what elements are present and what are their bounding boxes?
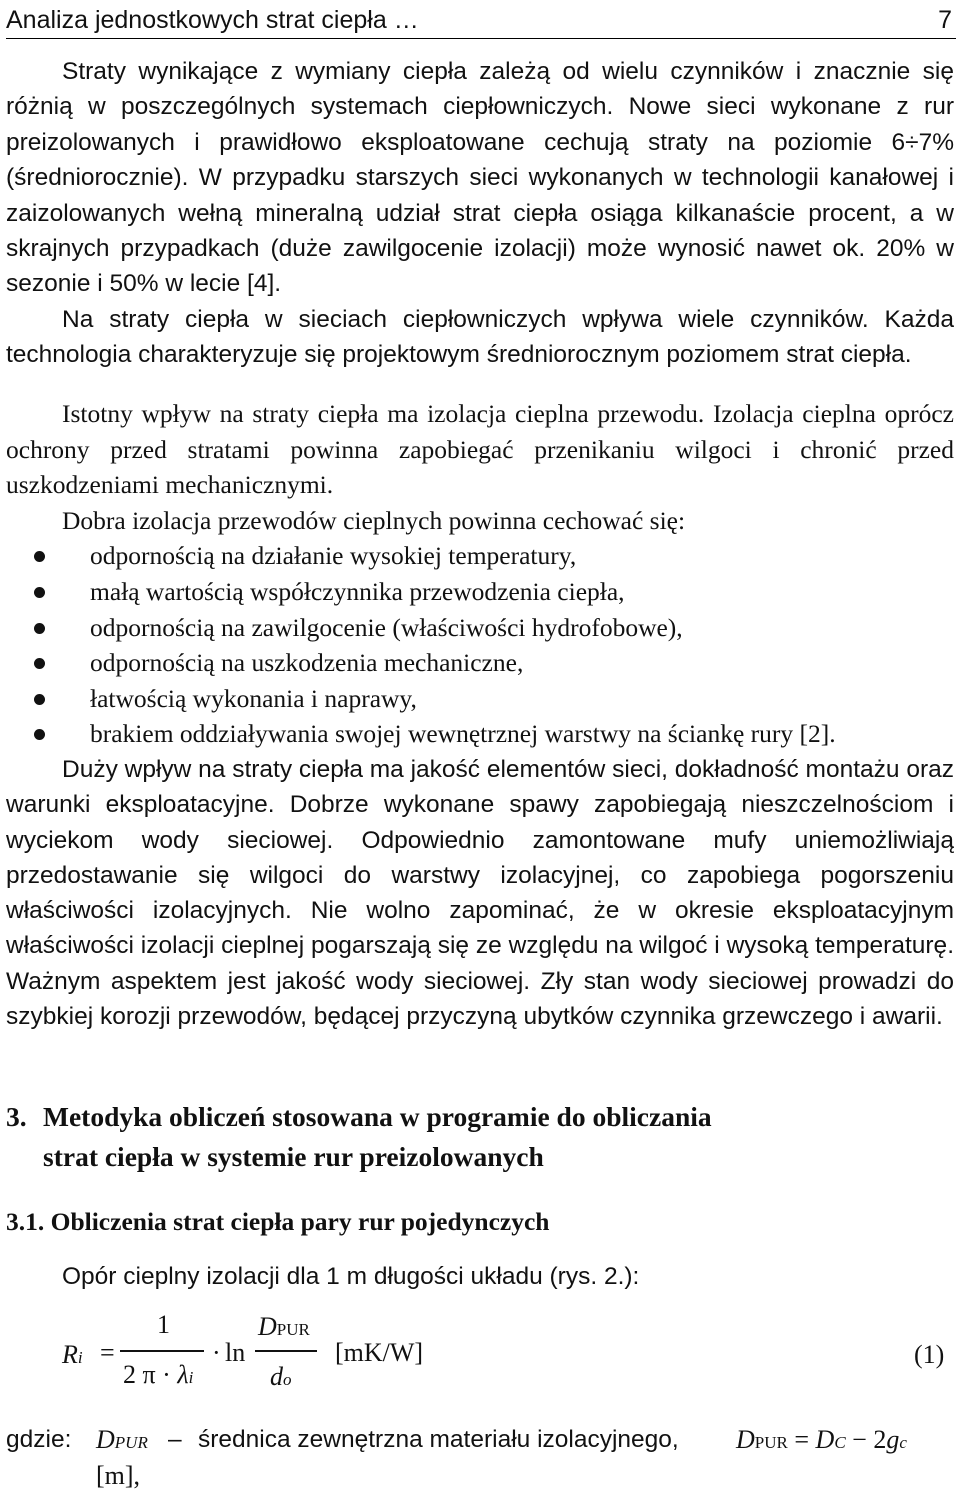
where-description: średnica zewnętrzna materiału izolacyjnego, — [198, 1426, 679, 1453]
paragraph-network-quality: Duży wpływ na straty ciepła ma jakość elementów sieci, dokładność montażu oraz warunki eksploatacyjne. Dobrze wykonane spawy zapobiegają nieszczelnościom i wyciekom wody sieciowej. Odpowiednio zamontowane mufy uniemożliwiają przedostawanie się wilgoci do warstwy izolacyjnej, co zapobiega pogorszeniu właściwości izolacyjnych. Nie wolno zapominać, że w okresie eksploatacyjnym właściwości izolacji cieplnej pogarszają się ze względu na wilgoć i wysoką temperaturę. Ważnym aspektem jest jakość wody sieciowej. Zły stan wody sieciowej prowadzi do szybkiej korozji przewodów, będącej przyczyną ubytków czynnika grzewczego i awarii. — [6, 755, 954, 1031]
where-relation: DPUR = DC − 2gc — [736, 1425, 907, 1454]
bullet-icon — [34, 551, 45, 562]
bullet-icon — [34, 587, 45, 598]
header-title: Analiza jednostkowych strat ciepła … — [6, 6, 419, 34]
where-unit: [m], — [96, 1461, 141, 1490]
equation-unit: [mK/W] — [335, 1338, 424, 1367]
bullet-icon — [34, 729, 45, 740]
fraction2-denominator: do — [270, 1362, 292, 1391]
bullet-icon — [34, 694, 45, 705]
equation-number: (1) — [914, 1340, 945, 1369]
bullet-icon — [34, 658, 45, 669]
insulation-section — [6, 396, 954, 1034]
list-item: odpornością na zawilgocenie (właściwości hydrofobowe), — [6, 610, 954, 646]
section-number: 3. — [6, 1101, 27, 1132]
list-item: brakiem oddziaływania swojej wewnętrznej warstwy na ściankę rury [2]. — [6, 716, 954, 752]
where-symbol: DPUR — [96, 1425, 148, 1454]
paragraph-loss-factors: Na straty ciepła w sieciach ciepłowniczych wpływa wiele czynników. Każda technologia charakteryzuje się projektowym średniorocznym poziomem strat ciepła. — [6, 305, 954, 369]
page-number: 7 — [938, 6, 952, 34]
list-item: małą wartością współczynnika przewodzenia ciepła, — [6, 574, 954, 610]
page-header — [6, 2, 956, 39]
fraction1-numerator: 1 — [157, 1310, 170, 1339]
section-title-line2: strat ciepła w systemie rur preizolowanych — [43, 1141, 544, 1172]
list-item: odpornością na uszkodzenia mechaniczne, — [6, 645, 954, 681]
paragraph-insulation: Istotny wpływ na straty ciepła ma izolacja cieplna przewodu. Izolacja cieplna oprócz ochrony przed stratami powinna zapobiegać przenikaniu wilgoci i chronić przed uszkodzeniami mechanicznymi. — [6, 399, 954, 500]
paragraph-losses-overview: Straty wynikające z wymiany ciepła zależą od wielu czynników i znacznie się różnią w poszczególnych systemach ciepłowniczych. Nowe sieci wykonane z rur preizolowanych i prawidłowo eksploatowane cechują straty na poziomie 6÷7% (średniorocznie). W przypadku starszych sieci wykonanych w technologii kanałowej i zaizolowanych wełną mineralną udział strat ciepła osiąga kilkanaście procent, a w skrajnych przypadkach (duże zawilgocenie izolacji) może wynosić nawet ok. 20% w sezonie i 50% w lecie [4]. — [6, 58, 954, 298]
intro-paragraphs — [6, 54, 954, 373]
where-label: gdzie: — [6, 1426, 72, 1453]
fraction2-numerator: DPUR — [258, 1312, 310, 1341]
insulation-properties-list — [6, 538, 954, 752]
fraction1-denominator: 2 π · λi — [123, 1360, 194, 1389]
paragraph-good-insulation: Dobra izolacja przewodów cieplnych powinna cechować się: — [62, 505, 686, 535]
bullet-icon — [34, 623, 45, 634]
fraction2-bar — [255, 1350, 317, 1352]
fraction1-bar — [120, 1350, 204, 1352]
list-item: łatwością wykonania i naprawy, — [6, 681, 954, 717]
list-item: odpornością na działanie wysokiej temperatury, — [6, 538, 954, 574]
subsection-heading: 3.1. Obliczenia strat ciepła pary rur pojedynczych — [6, 1207, 550, 1236]
section-title-line1: Metodyka obliczeń stosowana w programie do obliczania — [43, 1101, 712, 1132]
equation-1: Ri = 1 2 π · λi · ln DPUR do [mK/W] (1) — [0, 1310, 960, 1420]
formula-intro: Opór cieplny izolacji dla 1 m długości układu (rys. 2.): — [62, 1263, 640, 1290]
